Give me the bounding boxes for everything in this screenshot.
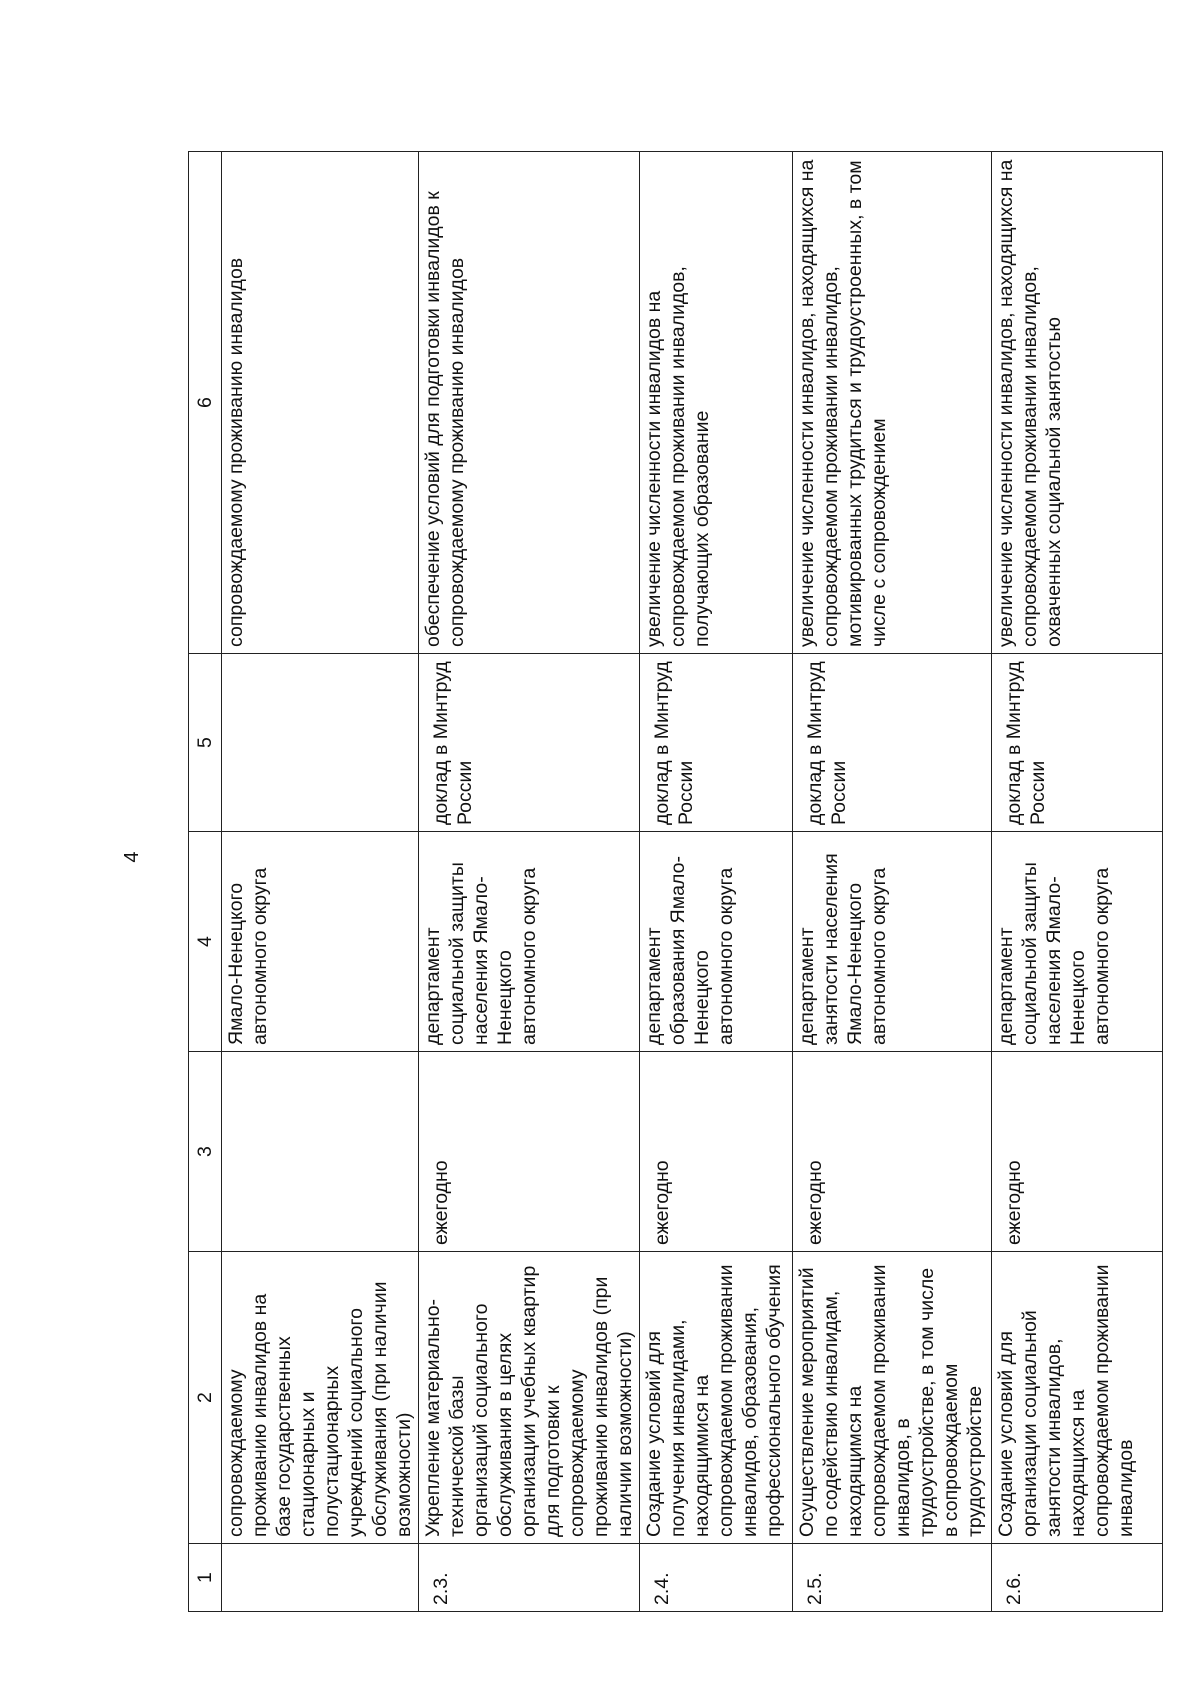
form-cell bbox=[222, 654, 419, 832]
executor-cell: департамент образования Ямало-Ненецкого автономного округа bbox=[640, 832, 793, 1052]
measure-cell: Осуществление мероприятий по содействию инвалидам, находящимся на сопровождаемом проживании инвалидов, в трудоустройстве, в том числе в сопровождаемом трудоустройстве bbox=[793, 1252, 992, 1544]
result-cell: обеспечение условий для подготовки инвалидов к сопровождаемому проживанию инвалидов bbox=[419, 152, 640, 654]
table-row bbox=[419, 152, 640, 1612]
result-cell: сопровождаемому проживанию инвалидов bbox=[222, 152, 419, 654]
result-cell: увеличение численности инвалидов, находящихся на сопровождаемом проживании инвалидов, охваченных социальной занятостью bbox=[992, 152, 1163, 654]
row-number: 2.3. bbox=[419, 1544, 640, 1612]
result-cell: увеличение численности инвалидов на сопровождаемом проживании инвалидов, получающих образование bbox=[640, 152, 793, 654]
table-row bbox=[222, 152, 419, 1612]
header-col-2: 2 bbox=[189, 1252, 222, 1544]
measure-cell: Создание условий для получения инвалидами, находящимися на сопровождаемом проживании инвалидов, образования, профессионального обучения bbox=[640, 1252, 793, 1544]
row-number: 2.6. bbox=[992, 1544, 1163, 1612]
form-cell: доклад в Минтруд России bbox=[992, 654, 1163, 832]
table-row bbox=[640, 152, 793, 1612]
header-col-5: 5 bbox=[189, 654, 222, 832]
header-row bbox=[189, 152, 222, 1612]
executor-cell: Ямало-Ненецкого автономного округа bbox=[222, 832, 419, 1052]
term-cell: ежегодно bbox=[992, 1052, 1163, 1252]
rotated-table-container bbox=[188, 152, 1137, 1612]
row-number: 2.5. bbox=[793, 1544, 992, 1612]
form-cell: доклад в Минтруд России bbox=[419, 654, 640, 832]
measures-table bbox=[188, 151, 1163, 1612]
executor-cell: департамент социальной защиты населения Ямало-Ненецкого автономного округа bbox=[419, 832, 640, 1052]
row-number: 2.4. bbox=[640, 1544, 793, 1612]
header-col-4: 4 bbox=[189, 832, 222, 1052]
measure-cell: сопровождаемому проживанию инвалидов на базе государственных стационарных и полустационарных учреждений социального обслуживания (при наличии возможности) bbox=[222, 1252, 419, 1544]
header-col-3: 3 bbox=[189, 1052, 222, 1252]
form-cell: доклад в Минтруд России bbox=[793, 654, 992, 832]
row-number bbox=[222, 1544, 419, 1612]
page-number: 4 bbox=[121, 851, 143, 863]
term-cell: ежегодно bbox=[640, 1052, 793, 1252]
header-col-1: 1 bbox=[189, 1544, 222, 1612]
form-cell: доклад в Минтруд России bbox=[640, 654, 793, 832]
measure-cell: Укрепление материально-технической базы организаций социального обслуживания в целях организации учебных квартир для подготовки к сопровождаемому проживанию инвалидов (при наличии возможности) bbox=[419, 1252, 640, 1544]
result-cell: увеличение численности инвалидов, находящихся на сопровождаемом проживании инвалидов, мотивированных трудиться и трудоустроенных, в том числе с сопровождением bbox=[793, 152, 992, 654]
header-col-6: 6 bbox=[189, 152, 222, 654]
term-cell: ежегодно bbox=[793, 1052, 992, 1252]
term-cell bbox=[222, 1052, 419, 1252]
table-row bbox=[793, 152, 992, 1612]
term-cell: ежегодно bbox=[419, 1052, 640, 1252]
executor-cell: департамент социальной защиты населения Ямало-Ненецкого автономного округа bbox=[992, 832, 1163, 1052]
table-row bbox=[992, 152, 1163, 1612]
executor-cell: департамент занятости населения Ямало-Ненецкого автономного округа bbox=[793, 832, 992, 1052]
measure-cell: Создание условий для организации социальной занятости инвалидов, находящихся на сопровождаемом проживании инвалидов bbox=[992, 1252, 1163, 1544]
